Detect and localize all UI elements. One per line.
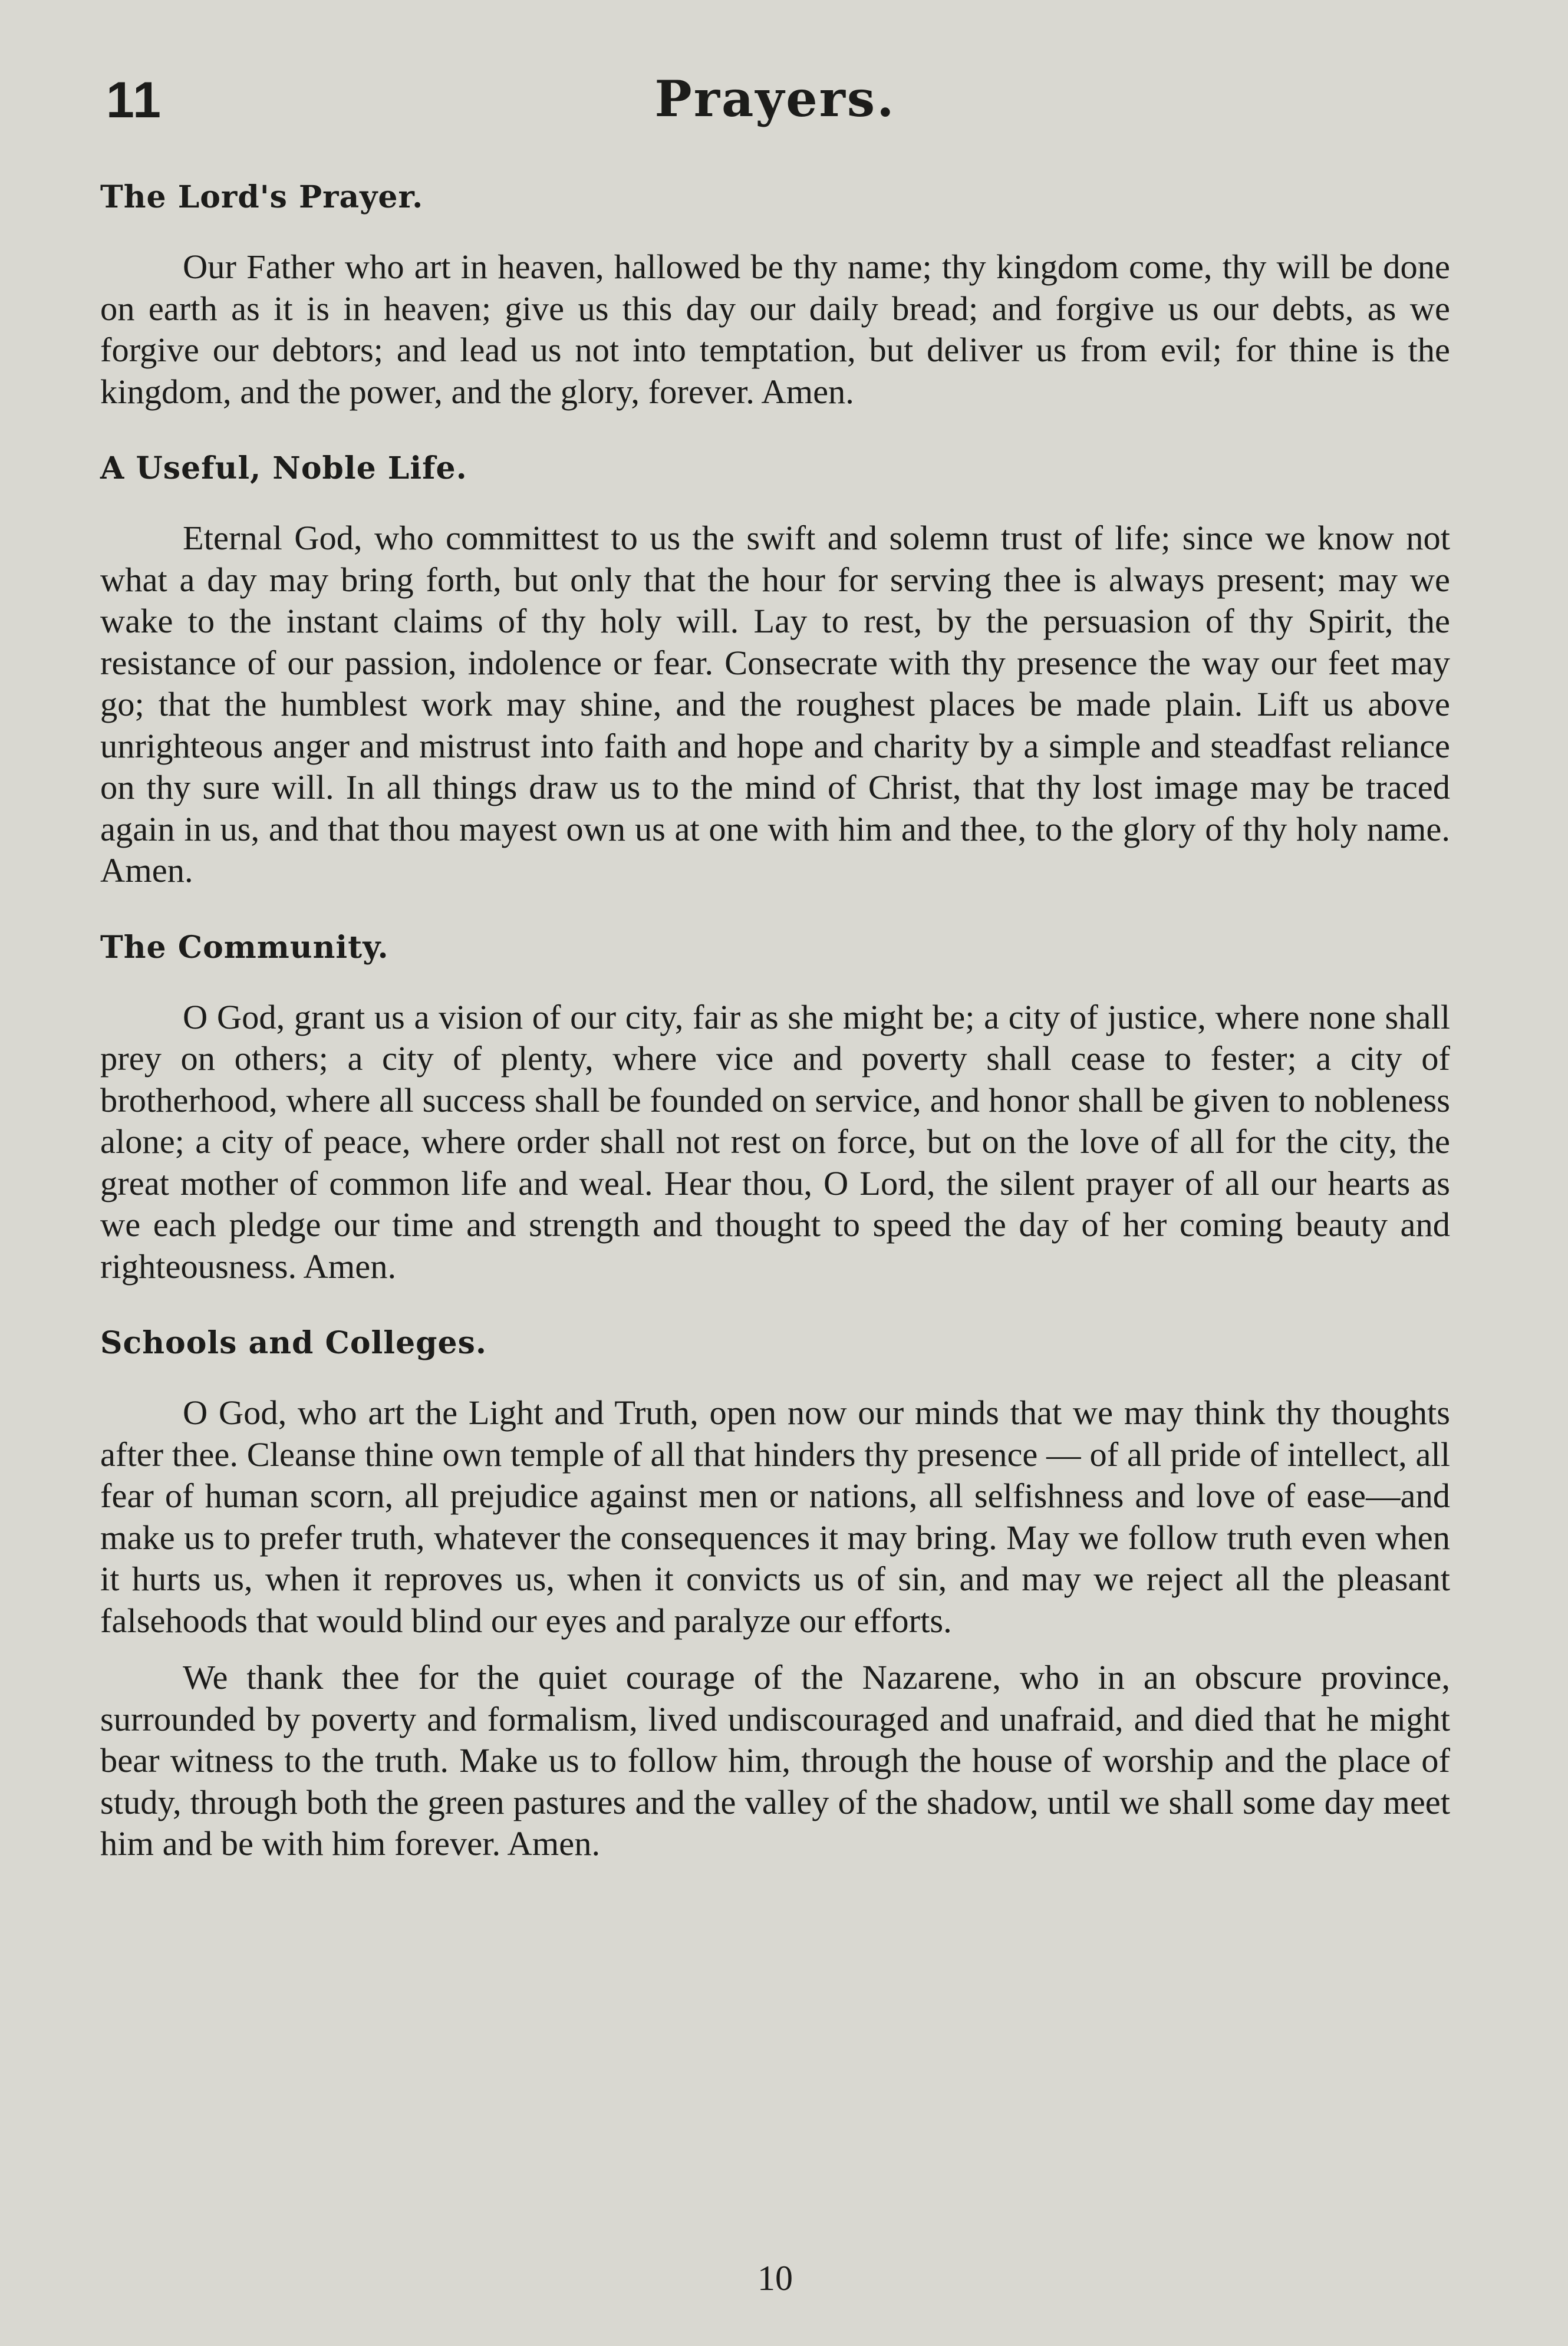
- prayer-community: [100, 927, 1450, 1288]
- prayer-schools-and-colleges: [100, 1323, 1450, 1865]
- prayer-paragraph: O God, grant us a vision of our city, fair as she might be; a city of justice, where none shall prey on others; a city of plenty, where vice and poverty shall cease to fester; a city of brotherhood, where all success shall be founded on service, and honor shall be given to nobleness alone; a city of peace, where order shall not rest on force, but on the love of all for the city, the great mother of common life and weal. Hear thou, O Lord, the silent prayer of all our hearts as we each pledge our time and strength and thought to speed the day of her coming beauty and righteousness. Amen.: [100, 997, 1450, 1286]
- prayer-paragraph: We thank thee for the quiet courage of the Nazarene, who in an obscure province, surrounded by poverty and formalism, lived undiscouraged and unafraid, and died that he might bear witness to the truth. Make us to follow him, through the house of worship and the place of study, through both the green pastures and the valley of the shadow, until we shall some day meet him and be with him forever. Amen.: [100, 1658, 1450, 1863]
- prayer-list: [100, 177, 1450, 1900]
- running-header: [100, 65, 1450, 136]
- prayer-heading: The Lord's Prayer.: [100, 179, 424, 215]
- header-page-number: 11: [106, 72, 162, 128]
- footer-page-number: 10: [757, 2259, 793, 2298]
- prayer-paragraph: Our Father who art in heaven, hallowed be thy name; thy kingdom come, thy will be done on earth as it is in heaven; give us this day our daily bread; and forgive us our debts, as we forgive our debtors; and lead us not into temptation, but deliver us from evil; for thine is the kingdom, and the power, and the glory, forever. Amen.: [100, 248, 1450, 411]
- prayer-useful-noble-life: [100, 448, 1450, 892]
- book-page: [100, 65, 1450, 2317]
- prayer-heading: The Community.: [100, 929, 389, 966]
- prayer-paragraph: Eternal God, who committest to us the swift and solemn trust of life; since we know not what a day may bring forth, but only that the hour for serving thee is always present; may we wake to the instant claims of thy holy will. Lay to rest, by the persuasion of thy Spirit, the resistance of our passion, indolence or fear. Consecrate with thy presence the way our feet may go; that the humblest work may shine, and the roughest places be made plain. Lift us above unrighteous anger and mistrust into faith and hope and charity by a simple and steadfast reliance on thy sure will. In all things draw us to the mind of Christ, that thy lost image may be traced again in us, and that thou mayest own us at one with him and thee, to the glory of thy holy name. Amen.: [100, 519, 1450, 889]
- prayer-lords-prayer: [100, 177, 1450, 413]
- prayer-paragraph: O God, who art the Light and Truth, open now our minds that we may think thy thoughts after thee. Cleanse thine own temple of all that hinders thy presence — of all pride of intellect, all fear of human scorn, all prejudice against men or nations, all selfishness and love of ease—and make us to prefer truth, whatever the consequences it may bring. May we follow truth even when it hurts us, when it reproves us, when it convicts us of sin, and may we reject all the pleasant falsehoods that would blind our eyes and paralyze our efforts.: [100, 1393, 1450, 1640]
- prayer-heading: Schools and Colleges.: [100, 1325, 487, 1361]
- prayer-heading: A Useful, Noble Life.: [100, 450, 467, 486]
- running-title: Prayers.: [654, 70, 896, 128]
